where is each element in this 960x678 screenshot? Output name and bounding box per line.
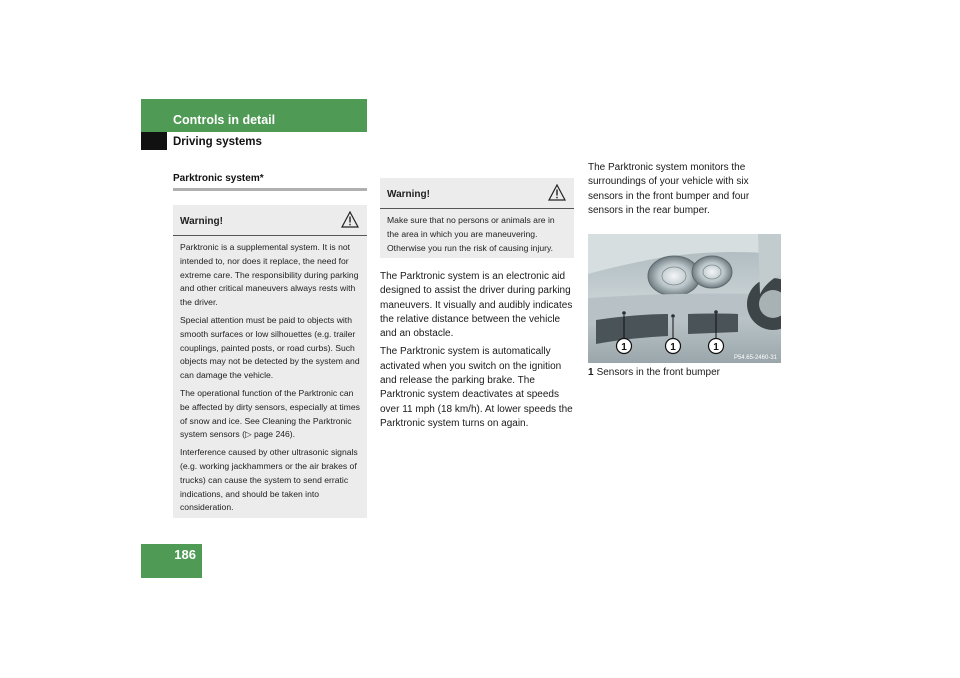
- warning-paragraph: Parktronic is a supplemental system. It is not intended to, nor does it replace, the need for extreme care. The responsibility during parking and other critical maneuvers always rests with the driver.: [180, 242, 359, 308]
- figure-caption: [588, 367, 720, 378]
- warning-box-2: [380, 178, 574, 258]
- warning-header: [380, 178, 574, 209]
- heading-rule: [173, 188, 367, 191]
- page-number: 186: [174, 547, 196, 562]
- caption-text: Sensors in the front bumper: [596, 367, 720, 378]
- warning-box-1: [173, 205, 367, 518]
- body-paragraph: The Parktronic system is an electronic aid designed to assist the driver during parking maneuvers. It visually and audibly indicates the relative distance between the vehicle and an obstacle.: [380, 271, 573, 340]
- front-bumper-photo: [588, 234, 781, 363]
- chapter-title: Controls in detail: [173, 113, 276, 127]
- warning-header: [173, 205, 367, 236]
- image-code: P54.65-2460-31: [733, 355, 777, 361]
- warning-paragraph: Interference caused by other ultrasonic signals (e.g. working jackhammers or the air brakes of trucks) can cause the system to send erratic indications, and should be taken into consideration.: [180, 447, 358, 513]
- page-number-block: [141, 544, 202, 578]
- section-marker: [141, 132, 167, 150]
- warning-title: Warning!: [180, 216, 223, 227]
- callout-marker: [617, 339, 632, 354]
- warning-body: [380, 209, 574, 265]
- warning-paragraph: Special attention must be paid to objects with smooth surfaces or low silhouettes (e.g. trailer couplings, painted posts, or road curbs). Such objects may not be detected by the system and can damage the vehicle.: [180, 314, 360, 381]
- warning-paragraph: The operational function of the Parktronic can be affected by dirty sensors, especially at times of snow and ice. See Cleaning the Parktronic system sensors (▷ page 246).: [180, 387, 360, 440]
- warning-title: Warning!: [387, 189, 430, 200]
- body-paragraph: The Parktronic system is automatically activated when you switch on the ignition and release the parking brake. The Parktronic system deactivates at speeds over 11 mph (18 km/h). At lower speeds the Parktronic system turns on again.: [380, 346, 573, 429]
- caption-number: 1: [588, 367, 594, 378]
- section-title: Driving systems: [173, 136, 262, 148]
- callout-marker: [666, 339, 681, 354]
- body-text-column-2: [380, 270, 576, 435]
- warning-triangle-icon: [341, 211, 359, 228]
- callout-marker: [709, 339, 724, 354]
- body-text-column-3: The Parktronic system monitors the surroundings of your vehicle with six sensors in the front bumper and four sensors in the rear bumper.: [588, 162, 750, 216]
- warning-triangle-icon: [548, 184, 566, 201]
- callout-label: 1: [670, 342, 676, 353]
- callout-label: 1: [713, 342, 719, 353]
- section-heading: Parktronic system*: [173, 173, 264, 184]
- callout-label: 1: [621, 342, 627, 353]
- warning-body: [173, 236, 367, 525]
- warning-paragraph: Make sure that no persons or animals are in the area in which you are maneuvering. Otherwise you run the risk of causing injury.: [387, 215, 555, 253]
